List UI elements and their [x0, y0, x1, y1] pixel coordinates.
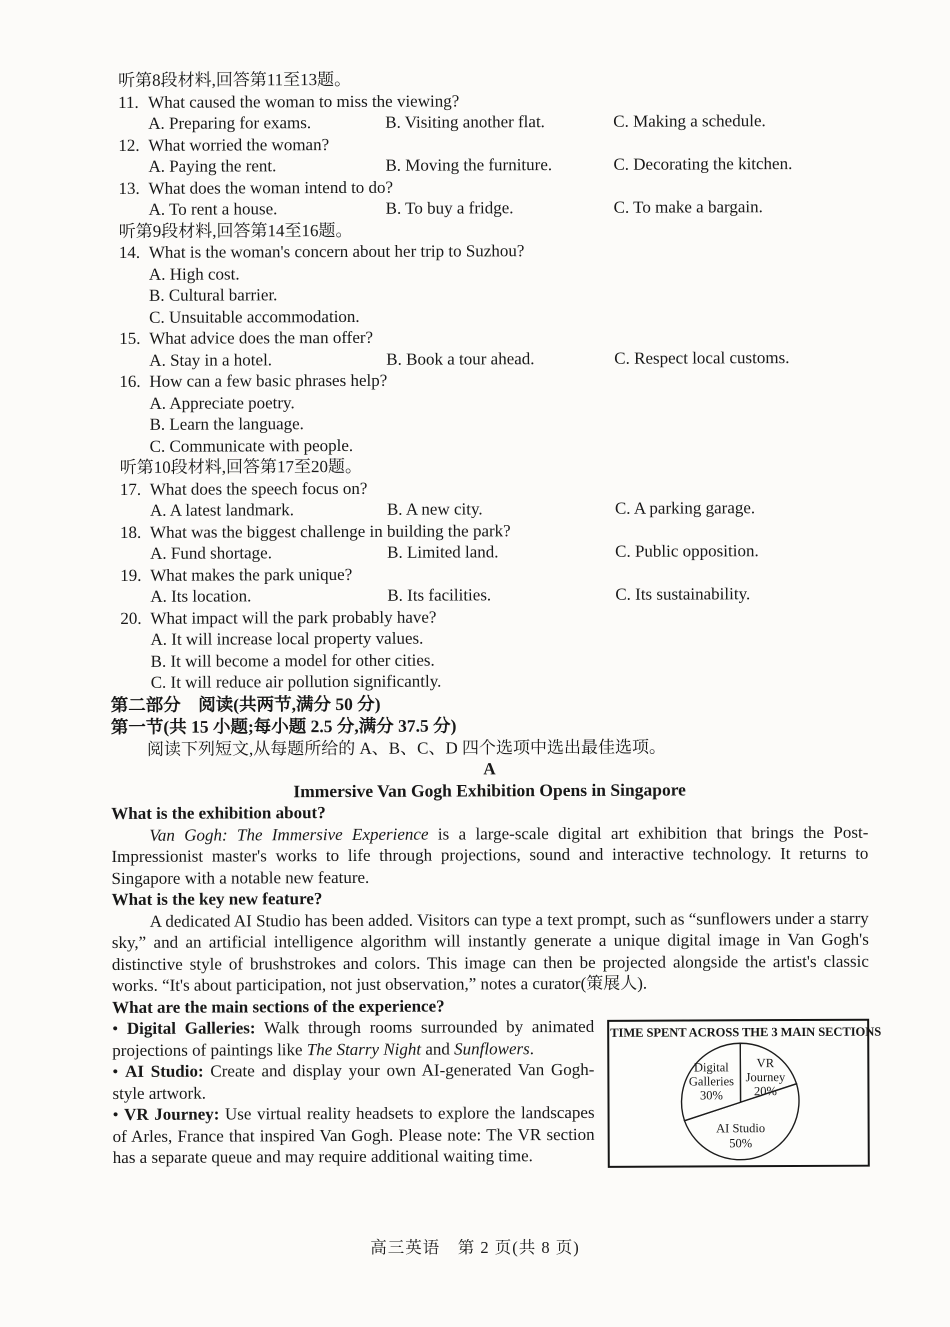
question-number: 16.: [119, 371, 141, 391]
pie-label-ai-line1: AI Studio: [716, 1121, 766, 1136]
question-15: [119, 325, 866, 371]
options-row: [148, 110, 865, 135]
question-16: [119, 368, 866, 457]
question-18: [120, 518, 867, 564]
option-b: B. Limited land.: [387, 542, 499, 562]
option-b: B. Moving the furniture.: [385, 155, 553, 175]
option-a: A. Stay in a hotel.: [149, 349, 273, 370]
options-row: [149, 346, 866, 371]
option-c: C. A parking garage.: [614, 498, 756, 518]
paragraph-text: is a large-scale digital art exhibition that brings the Post-Impressionist master's works to life through projections, sound and interactive technology. It returns to Singapore with a notable new feature.: [111, 822, 869, 888]
listening-group-header: 听第10段材料,回答第17至20题。: [119, 456, 363, 477]
option-b: B. A new city.: [386, 499, 483, 519]
question-number: 18.: [119, 522, 142, 542]
question-number: 17.: [119, 479, 142, 499]
question-14: [119, 239, 866, 328]
question-number: 11.: [118, 92, 139, 112]
option-a: A. Its location.: [150, 586, 252, 606]
question-stem: What makes the park unique?: [150, 564, 353, 585]
pie-chart: [609, 1041, 868, 1166]
options-row: [150, 497, 867, 522]
question-number: 19.: [120, 565, 142, 585]
option-c: C. Communicate with people.: [149, 435, 354, 456]
option-a: A. Preparing for exams.: [148, 113, 312, 133]
bullet-lead: Digital Galleries:: [126, 1018, 256, 1038]
option-a: A. A latest landmark.: [149, 500, 294, 520]
question-stem: What impact will the park probably have?: [150, 607, 437, 628]
option-b: B. To buy a fridge.: [385, 198, 514, 218]
question-19: [120, 561, 867, 607]
bullet-text: Use virtual reality headsets to explore the landscapes of Arles, France that inspired Van Gogh. Please note: The VR section has a separate queue and may require additional waiting time.: [112, 1102, 595, 1167]
bullet-text: Create and display your own AI-generated Van Gogh-style artwork.: [112, 1059, 595, 1103]
question-number: 13.: [118, 178, 140, 198]
passage-label: A: [483, 759, 496, 779]
option-a: A. Appreciate poetry.: [149, 392, 295, 413]
passage-subhead-3: What are the main sections of the experience?: [112, 996, 445, 1017]
question-stem: What advice does the man offer?: [149, 327, 374, 348]
option-a: A. Fund shortage.: [150, 543, 272, 563]
question-stem: What worried the woman?: [148, 134, 330, 155]
option-c: C. Unsuitable accommodation.: [149, 306, 360, 327]
options-row: [149, 196, 866, 221]
part2-header: 第二部分 阅读(共两节,满分 50 分): [110, 693, 381, 715]
options-row: [150, 583, 867, 608]
option-b: B. Cultural barrier.: [148, 285, 278, 305]
pie-label-vr-line3: 20%: [753, 1084, 777, 1099]
question-stem: How can a few basic phrases help?: [149, 370, 388, 391]
bullet-lead: VR Journey:: [124, 1104, 220, 1124]
bullet-lead: AI Studio:: [125, 1061, 204, 1081]
question-number: 14.: [118, 242, 141, 262]
option-b: B. Book a tour ahead.: [386, 348, 535, 369]
page-footer: 高三英语 第 2 页(共 8 页): [370, 1238, 580, 1257]
passage-paragraph-2: A dedicated AI Studio has been added. Visitors can type a text prompt, such as “sunflowers under a starry sky,” and an artificial intelligence algorithm will instantly generate a unique digital image in Van Gogh's distinctive style of brushstrokes and colors. This image can then be projected alongside the artist's classic works. “It's about participation, not just observation,” notes a curator(策展人).: [111, 908, 869, 995]
listening-group-header: 听第9段材料,回答第14至16题。: [118, 220, 353, 241]
option-b: B. Learn the language.: [149, 414, 304, 434]
passage-paragraph-1: [111, 821, 868, 889]
option-a: A. To rent a house.: [148, 199, 278, 219]
bullet-text: Walk through rooms surrounded by animated projections of paintings like: [112, 1016, 595, 1060]
listening-section: [118, 67, 868, 694]
pie-label-dg-line2: Galleries: [688, 1074, 735, 1089]
option-c: C. Decorating the kitchen.: [613, 154, 793, 174]
pie-label-vr-line2: Journey: [745, 1070, 786, 1085]
option-b: B. It will become a model for other cities.: [150, 650, 435, 671]
question-stem: What caused the woman to miss the viewing?: [148, 90, 460, 112]
painting-name-italic: The Starry Night: [306, 1039, 422, 1059]
passage-subhead-2: What is the key new feature?: [111, 889, 323, 909]
passage-title: Immersive Van Gogh Exhibition Opens in Singapore: [293, 778, 686, 801]
bullet-text: .: [529, 1038, 535, 1058]
options-row: [150, 540, 867, 565]
option-c: C. Its sustainability.: [615, 584, 751, 604]
option-c: C. To make a bargain.: [613, 197, 763, 217]
pie-chart-box: [607, 1019, 882, 1168]
question-number: 20.: [120, 608, 142, 628]
option-c: C. Public opposition.: [615, 541, 759, 561]
exhibition-name-italic: Van Gogh: The Immersive Experience: [149, 824, 429, 845]
question-stem: What was the biggest challenge in building the park?: [149, 520, 511, 542]
option-a: A. High cost.: [148, 263, 240, 284]
sections-list-with-chart: [112, 1015, 882, 1169]
option-c: C. It will reduce air pollution significantly.: [150, 671, 442, 692]
question-stem: What does the woman intend to do?: [148, 177, 394, 198]
page-content: [108, 67, 882, 1176]
options-row: [148, 153, 865, 178]
question-stem: What is the woman's concern about her trip to Suzhou?: [148, 241, 525, 262]
question-number: 12.: [118, 135, 140, 155]
option-b: B. Visiting another flat.: [385, 112, 545, 132]
option-c: C. Respect local customs.: [614, 347, 790, 368]
bullet-marker: •: [112, 1061, 119, 1081]
bullet-marker: •: [112, 1104, 119, 1124]
bullet-text: and: [421, 1038, 455, 1059]
option-c: C. Making a schedule.: [613, 111, 766, 131]
question-11: [118, 88, 865, 134]
question-stem: What does the speech focus on?: [149, 478, 368, 499]
question-13: [118, 174, 865, 220]
question-number: 15.: [119, 328, 141, 348]
pie-label-dg-line3: 30%: [699, 1088, 723, 1103]
reading-instruction: 阅读下列短文,从每题所给的 A、B、C、D 四个选项中选出最佳选项。: [146, 737, 666, 759]
question-12: [118, 131, 865, 177]
section1-header: 第一节(共 15 小题;每小题 2.5 分,满分 37.5 分): [110, 715, 457, 737]
passage-subhead-1: What is the exhibition about?: [111, 803, 326, 823]
option-a: A. Paying the rent.: [148, 156, 277, 176]
question-17: [120, 475, 867, 521]
option-b: B. Its facilities.: [387, 585, 492, 605]
listening-group-header: 听第8段材料,回答第11至13题。: [118, 69, 352, 90]
pie-chart-title: TIME SPENT ACROSS THE 3 MAIN SECTIONS: [610, 1024, 882, 1040]
option-a: A. It will increase local property values.: [150, 628, 424, 649]
painting-name-italic: Sunflowers: [454, 1038, 530, 1058]
pie-label-ai-line2: 50%: [729, 1136, 753, 1151]
pie-label-vr-line1: VR: [756, 1056, 775, 1071]
bullet-marker: •: [112, 1018, 119, 1038]
question-20: [120, 604, 867, 693]
pie-label-dg-line1: Digital: [693, 1060, 729, 1075]
